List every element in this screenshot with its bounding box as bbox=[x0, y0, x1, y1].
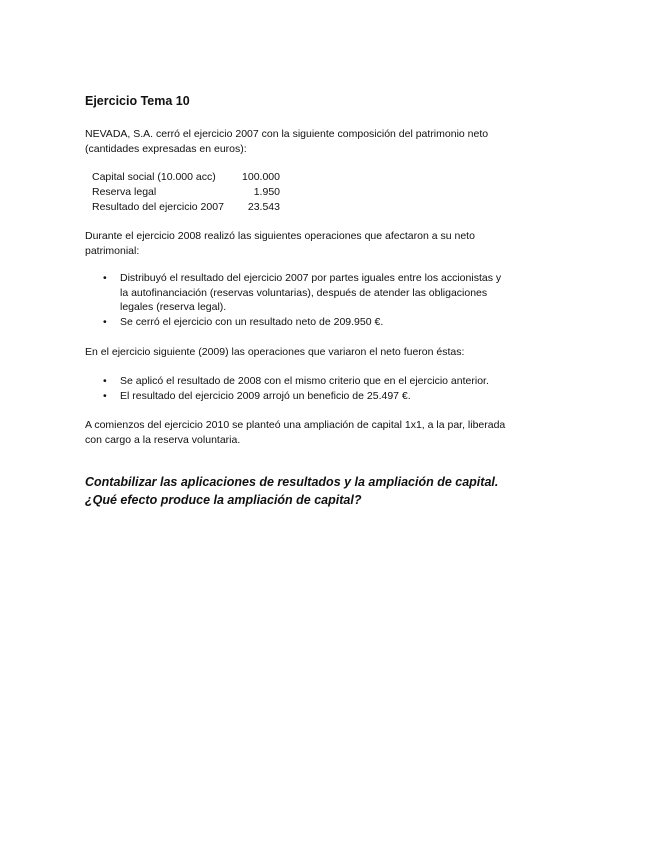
intro-paragraph: NEVADA, S.A. cerró el ejercicio 2007 con la siguiente composición del patrimonio neto (cantidades expresadas en euros): bbox=[85, 128, 489, 155]
paragraph-2009: En el ejercicio siguiente (2009) las operaciones que variaron el neto fueron éstas: bbox=[85, 346, 465, 358]
paragraph-2010: A comienzos del ejercicio 2010 se planteó una ampliación de capital 1x1, a la par, liberada con cargo a la reserva voluntaria. bbox=[85, 419, 506, 446]
table-row bbox=[92, 200, 280, 215]
list-item-text: Distribuyó el resultado del ejercicio 2007 por partes iguales entre los accionistas y la autofinanciación (reservas voluntarias), después de atender las obligaciones legales (reserva legal). bbox=[120, 272, 502, 313]
list-item-text: Se cerró el ejercicio con un resultado neto de 209.950 €. bbox=[120, 315, 384, 328]
equity-value: 23.543 bbox=[247, 201, 280, 213]
bullet-icon: • bbox=[103, 375, 107, 387]
list-2008 bbox=[102, 271, 507, 329]
page-title: Ejercicio Tema 10 bbox=[85, 94, 190, 108]
list-item-text: El resultado del ejercicio 2009 arrojó un beneficio de 25.497 €. bbox=[120, 389, 411, 402]
list-item bbox=[102, 315, 507, 330]
equity-label: Reserva legal bbox=[92, 186, 157, 198]
task-line-2: ¿Qué efecto produce la ampliación de capital? bbox=[85, 493, 362, 507]
bullet-icon: • bbox=[103, 315, 107, 328]
table-row bbox=[92, 170, 280, 185]
task-line-1: Contabilizar las aplicaciones de resultados y la ampliación de capital. bbox=[85, 475, 499, 489]
equity-value: 1.950 bbox=[253, 186, 280, 198]
equity-value: 100.000 bbox=[242, 171, 280, 183]
list-item-text: Se aplicó el resultado de 2008 con el mismo criterio que en el ejercicio anterior. bbox=[120, 375, 489, 387]
list-item bbox=[102, 271, 507, 315]
bullet-icon: • bbox=[103, 272, 107, 284]
table-row bbox=[92, 185, 280, 200]
list-item bbox=[102, 389, 507, 404]
list-2009 bbox=[102, 374, 507, 403]
equity-label: Capital social (10.000 acc) bbox=[92, 171, 216, 183]
equity-label: Resultado del ejercicio 2007 bbox=[92, 201, 224, 213]
paragraph-2008: Durante el ejercicio 2008 realizó las siguientes operaciones que afectaron a su neto patrimonial: bbox=[85, 230, 475, 257]
equity-table bbox=[92, 170, 280, 215]
list-item bbox=[102, 374, 507, 389]
task-statement bbox=[85, 473, 498, 509]
bullet-icon: • bbox=[103, 389, 107, 402]
